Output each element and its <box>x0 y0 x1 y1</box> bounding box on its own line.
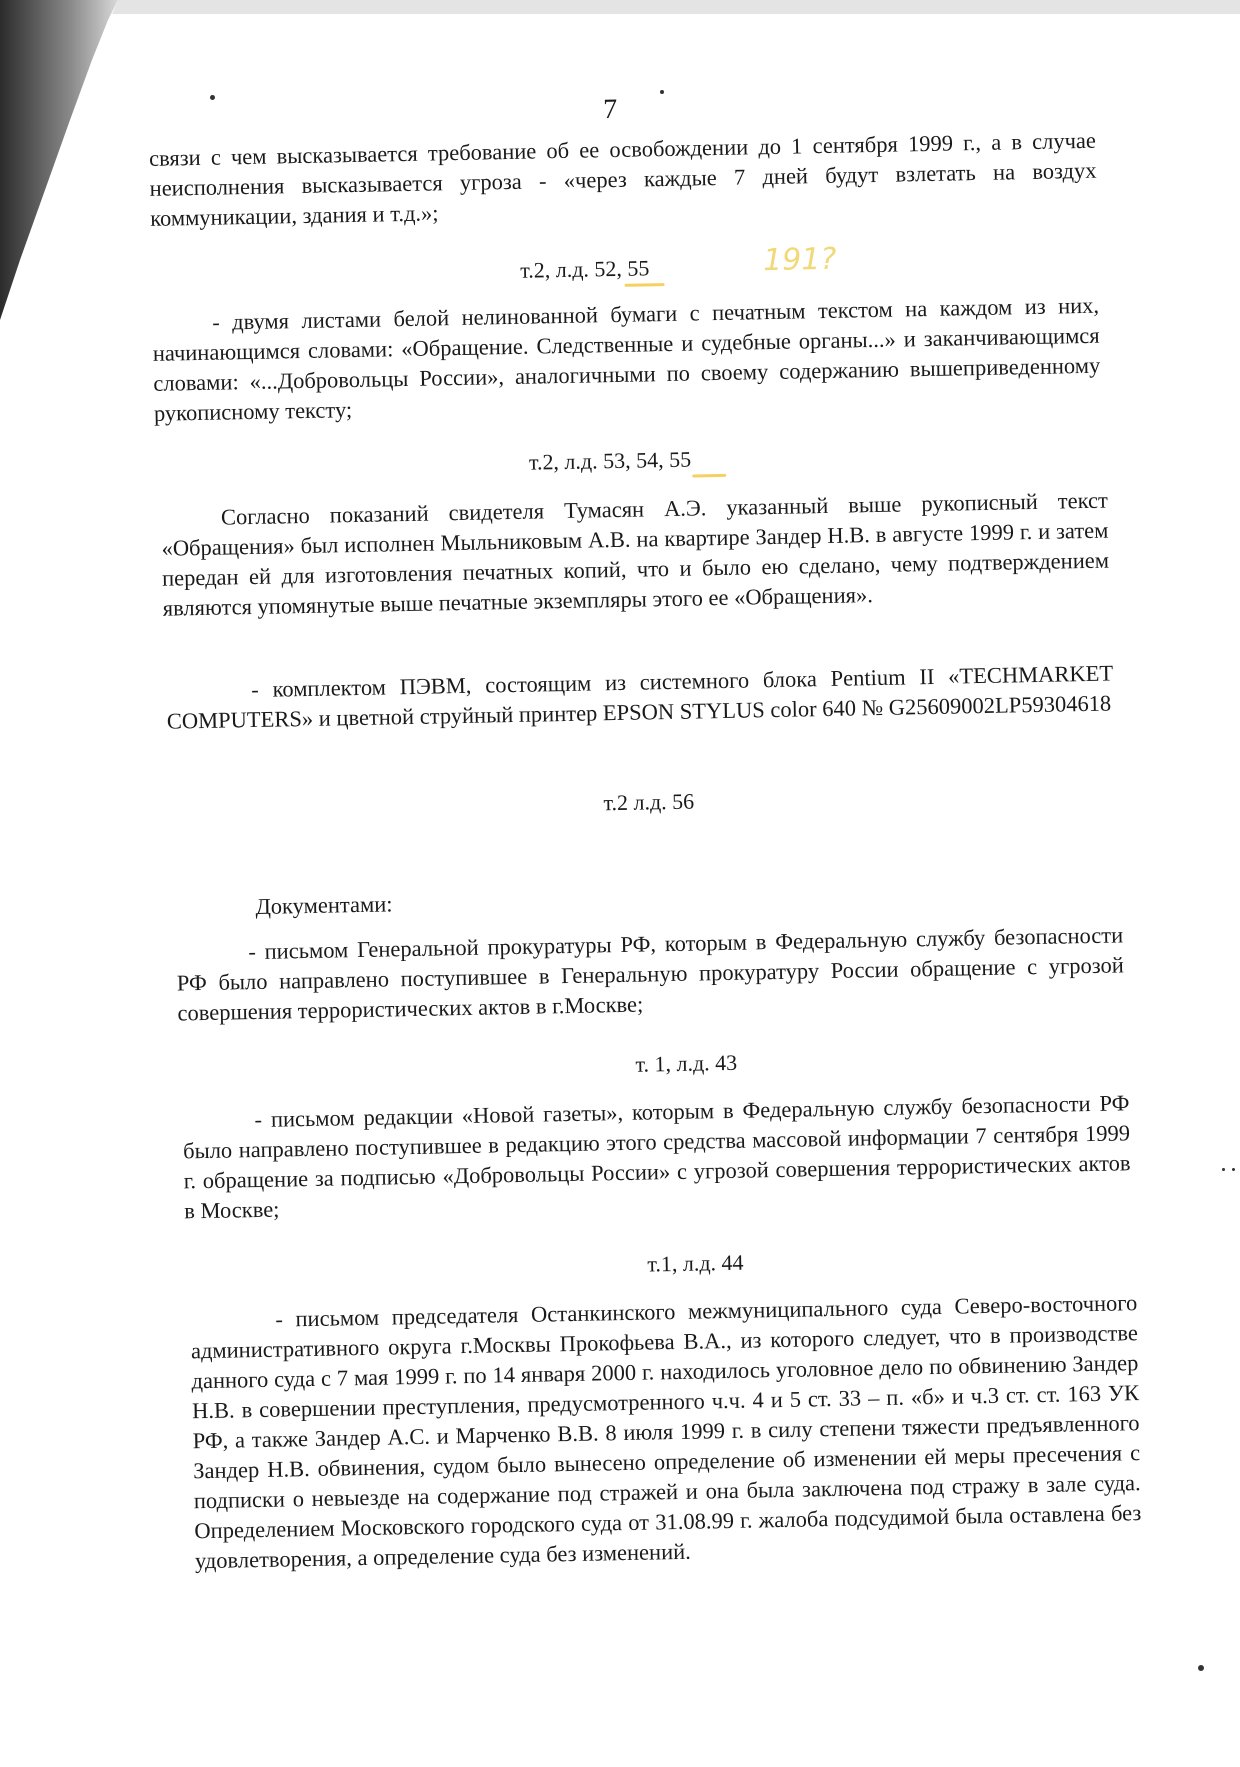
paragraph-newspaper-letter: - письмом редакции «Новой газеты», которым в Федеральную службу безопасности РФ было направлено поступившее в редакцию этого средства массовой информации 7 сентября 1999 г. обращение за подписью «Добровольцы России» с угрозой совершения террористических актов в Москве; <box>182 1090 1131 1224</box>
scan-speck <box>660 90 664 94</box>
paragraph-demand: связи с чем высказывается требование об ее освобождении до 1 сентября 1999 г., а в случае неисполнения высказывается угроза - «через каждые 7 дней будут взлетать на воздух коммуникации, здания и т.д.»; <box>148 127 1097 231</box>
page-number: 7 <box>602 93 618 126</box>
paragraph-printed-sheets: - двумя листами белой нелинованной бумаги с печатным текстом на каждом из них, начинающимся словами: «Обращение. Следственные и судебные органы...» и заканчивающимся словами: «...Добровольцы России», аналогичными по своему содержанию вышеприведенному рукописному тексту; <box>152 292 1101 426</box>
scan-speck <box>1222 1168 1225 1171</box>
case-reference-5: т.1, л.д. 44 <box>647 1249 744 1277</box>
highlight-underline <box>692 474 726 478</box>
paragraph-court-letter: - письмом председателя Останкинского межмуниципального суда Северо-восточного административного округа г.Москвы Прокофьева В.А., из которого следует, что в производстве данного суда с 7 мая 1999 г. по 14 января 2000 г. находилось уголовное дело по обвинению Зандер Н.В. в совершении преступления, предусмотренного ч.ч. 4 и 5 ст. 33 – п. «б» и ч.3 ст. ст. 163 УК РФ, а также Зандер А.С. и Марченко В.В. 8 июля 1999 г. в силу степени тяжести предъявленного Зандер Н.В. обвинения, судом было вынесено определение об изменении ей меры пресечения с подписки о невыезде на содержание под стражей и она была заключена под стражу в зале суда. Определением Московского городского суда от 31.08.99 г. жалоба подсудимой была оставлена без удовлетворения, а определение суда без изменений. <box>190 1290 1142 1574</box>
case-reference-3: т.2 л.д. 56 <box>603 788 695 816</box>
case-reference-4: т. 1, л.д. 43 <box>635 1049 738 1077</box>
paragraph-computer-set: - комплектом ПЭВМ, состоящим из системного блока Pentium II «TECHMARKET COMPUTERS» и цветной струйный принтер EPSON STYLUS color 640 № G25609002LP59304618 <box>166 660 1114 734</box>
scan-speck <box>1198 1665 1204 1671</box>
case-reference-1: т.2, л.д. 52, 55 <box>520 255 650 283</box>
paragraph-prosecutor-letter: - письмом Генеральной прокуратуры РФ, которым в Федеральную службу безопасности РФ было направлено поступившее в Генеральную прокуратуру России обращение с угрозой совершения террористических актов в г.Москве; <box>176 922 1124 1026</box>
highlight-underline <box>625 283 665 287</box>
handwritten-mark: 191? <box>762 241 837 279</box>
case-reference-2: т.2, л.д. 53, 54, 55 <box>528 446 692 475</box>
scan-speck <box>1232 1168 1235 1171</box>
paragraph-witness-testimony: Согласно показаний свидетеля Тумасян А.Э. указанный выше рукописный текст «Обращения» был исполнен Мыльниковым А.В. на квартире Зандер Н.В. в августе 1999 г. и затем передан ей для изготовления печатных копий, что и было ею сделано, чему подтверждением являются упомянутые выше печатные экземпляры этого ее «Обращения». <box>161 487 1110 621</box>
scan-speck <box>210 95 215 100</box>
section-heading-documents: Документами: <box>255 891 393 920</box>
